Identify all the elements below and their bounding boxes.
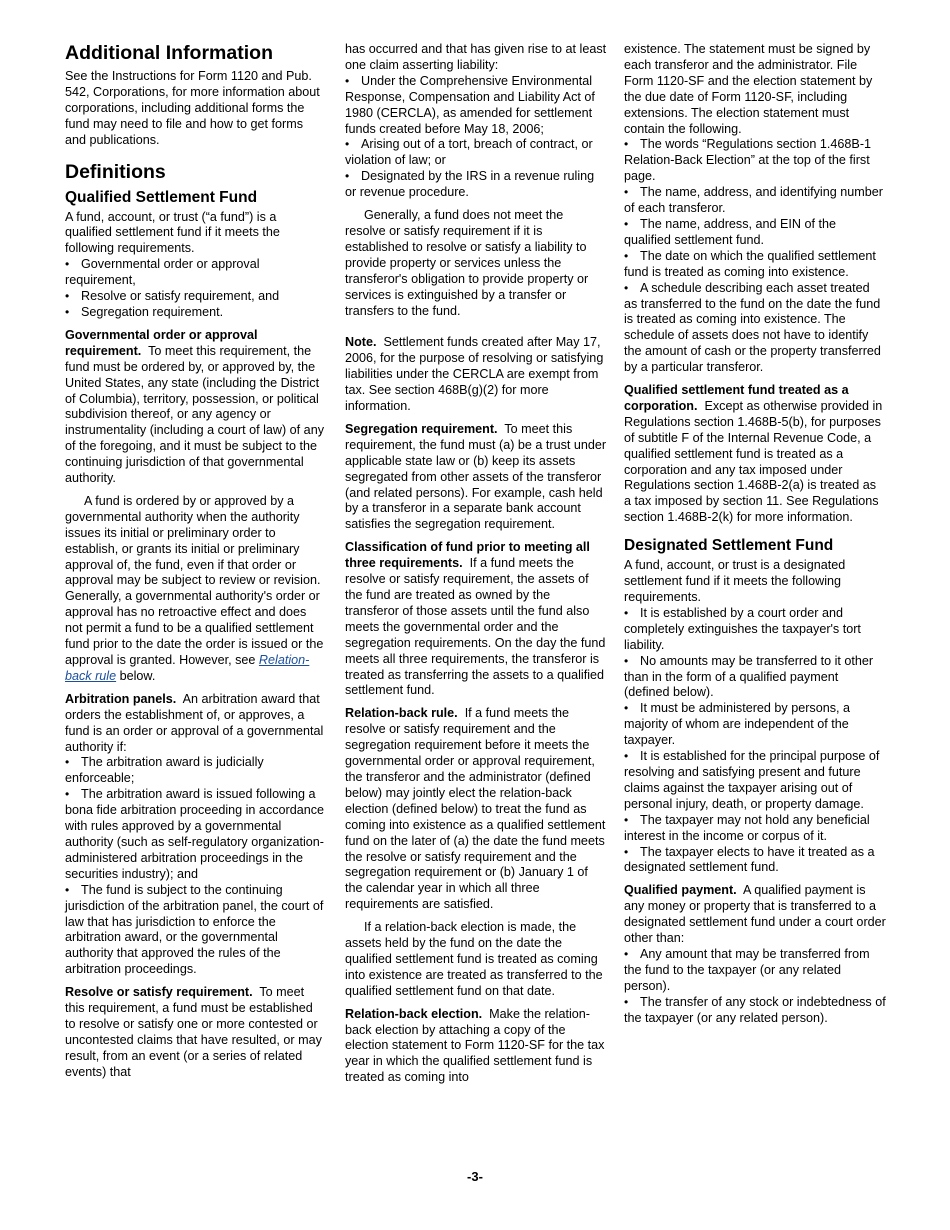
run-in-heading-resolve-or-satisfy: Resolve or satisfy requirement. [65,985,253,1000]
run-in-heading-note: Note. [345,335,377,350]
column-1 [65,42,326,1088]
list-item: • Segregation requirement. [65,305,326,321]
list-item: • The arbitration award is judicially enforceable; [65,755,326,787]
list-item: • The name, address, and identifying number of each transferor. [624,185,886,217]
treated-as-corporation-text: Except as otherwise provided in Regulations section 1.468B-5(b), for purposes of subtitle F of the Internal Revenue Code, a qualified settlement fund is treated as a corporation and any tax imposed under Regulations section 1.468B-2(a) is treated as a tax imposed by section 11. See Regulations section 1.468B-2(k) for more information. [624,398,883,525]
paragraph-generally: Generally, a fund does not meet the resolve or satisfy requirement if it is established to resolve or satisfy a liability to provide property or services unless the transferor's obligation to provide property or services is extinguished by a transfer or transfers to the fund. [345,208,589,318]
paragraph-qualified-payment [624,883,886,947]
paragraph-relation-back-election [345,1007,607,1087]
resolve-or-satisfy-text: To meet this requirement, a fund must be established to resolve or satisfy one or more contested or uncontested claims that have resulted, or may result, from an event (or a series of related events) that [65,985,322,1079]
note-text: Settlement funds created after May 17, 2006, for the purpose of resolving or satisfying liabilities under the CERCLA are exempt from tax. See section 468B(g)(2) for more information. [345,335,604,414]
list-item: • The taxpayer may not hold any beneficial interest in the income or corpus of it. [624,813,886,845]
run-in-heading-arbitration-panels: Arbitration panels. [65,691,177,706]
paragraph-ordered-or-approved [65,494,326,685]
paragraph-continued-liability: has occurred and that has given rise to at least one claim asserting liability: [345,42,607,72]
heading-definitions: Definitions [65,160,166,183]
qualified-payment-text: A qualified payment is any money or property that is transferred to a designated settlement fund under a court order other than: [624,883,886,946]
list-item: • Under the Comprehensive Environmental Response, Compensation and Liability Act of 1980 (CERCLA), as amended for settlement funds created before May 18, 2006; [345,74,607,138]
run-in-heading-relation-back-rule: Relation-back rule. [345,706,458,721]
relation-back-rule-text: If a fund meets the resolve or satisfy requirement and the segregation requirement before it meets the governmental order or approval requirement, the transferor and the administrator (defined below) may jointly elect the relation-back election (defined below) to treat the fund as coming into existence as a qualified settlement fund on the later of (a) the date the fund meets the resolve or satisfy requirement and the segregation requirement or (b) January 1 of the calendar year in which all three requirements are satisfied. [345,706,606,912]
run-in-heading-governmental-order: Governmental order or approval requirement. [65,327,258,358]
paragraph-arbitration-panels [65,692,326,756]
list-item: • Designated by the IRS in a revenue ruling or revenue procedure. [345,169,607,201]
heading-additional-information: Additional Information [65,42,273,64]
ordered-or-approved-text: A fund is ordered by or approved by a governmental authority when the authority issues its initial or preliminary order to establish, or grants its initial or preliminary approval of, the fund, even if that order or approval may be subject to review or revision. Generally, a governmental authority's order or approval has no retroactive effect and does not permit a fund to be a qualified settlement fund prior to the date the order is issued or the approval is granted. However, see [65,493,324,667]
heading-designated-settlement-fund: Designated Settlement Fund [624,537,834,555]
list-item: • It must be administered by persons, a majority of whom are independent of the taxpayer. [624,701,886,749]
run-in-heading-segregation: Segregation requirement. [345,421,498,436]
list-item: • Resolve or satisfy requirement, and [65,289,326,305]
list-item: • The date on which the qualified settlement fund is treated as coming into existence. [624,249,886,281]
list-item: • The words “Regulations section 1.468B-1 Relation-Back Election” at the top of the first page. [624,137,886,185]
list-item: • It is established for the principal purpose of resolving and satisfying present and future claims against the taxpayer arising out of personal injury, death, or property damage. [624,749,886,813]
paragraph-additional-information: See the Instructions for Form 1120 and Pub. 542, Corporations, for more information about corporations, including additional forms the fund may need to file and how to get forms and publications. [65,69,320,147]
list-item: • Any amount that may be transferred from the fund to the taxpayer (or any related person). [624,947,886,995]
paragraph-treated-as-corporation [624,383,886,526]
segregation-text: To meet this requirement, the fund must (a) be a trust under applicable state law or (b) keep its assets segregated from other assets of the transferor (and related persons). For example, cash held by a transferor in a separate bank account satisfies the segregation requirement. [345,421,607,532]
paragraph-segregation [345,422,607,533]
list-item: • Arising out of a tort, breach of contract, or violation of law; or [345,137,607,169]
paragraph-governmental-order [65,328,326,487]
list-item: • The fund is subject to the continuing jurisdiction of the arbitration panel, the court of law that has jurisdiction to enforce the arbitration award, or the governmental authority that approved the rules of the arbitration proceedings. [65,883,326,978]
page-number: -3- [467,1169,483,1184]
run-in-heading-classification: Classification of fund prior to meeting all three requirements. [345,540,590,571]
list-item: • No amounts may be transferred to it other than in the form of a qualified payment (defined below). [624,654,886,702]
list-item: • The arbitration award is issued following a bona fide arbitration proceeding in accordance with rules approved by a governmental authority (such as self-regulatory organization-administered arbitration proceedings in the securities industry); and [65,787,326,882]
list-item: • It is established by a court order and completely extinguishes the taxpayer's tort liability. [624,606,886,654]
list-item: • A schedule describing each asset treated as transferred to the fund on the date the fund is treated as coming into existence. The schedule of assets does not have to identify the amount of cash or the property transferred by a particular transferor. [624,281,886,376]
run-in-heading-qualified-payment: Qualified payment. [624,883,737,898]
paragraph-note [345,335,607,415]
relation-back-election-text: Make the relation-back election by attaching a copy of the election statement to Form 1120-SF for the tax year in which the qualified settlement fund is treated as coming into [345,1006,605,1085]
heading-qualified-settlement-fund: Qualified Settlement Fund [65,188,258,206]
list-item: • The transfer of any stock or indebtedness of the taxpayer (or any related person). [624,995,886,1027]
ordered-or-approved-end: below. [119,668,156,683]
paragraph-election-continued: existence. The statement must be signed by each transferor and the administrator. File Form 1120-SF and the election statement by the due date of Form 1120-SF, including extensions. The election statement must contain the following. [624,42,873,136]
paragraph-resolve-or-satisfy [65,985,326,1080]
paragraph-relation-back-made: If a relation-back election is made, the assets held by the fund on the date the qualified settlement fund is treated as coming into existence are treated as transferred to the qualified settlement fund on that date. [345,920,603,998]
paragraph-qsf-intro: A fund, account, or trust (“a fund”) is a qualified settlement fund if it meets the following requirements. [65,209,280,256]
list-item: • Governmental order or approval requirement, [65,257,326,289]
governmental-order-text: To meet this requirement, the fund must be ordered by, or approved by, the United States, any state (including the District of Columbia), territory, possession, or political subdivision thereof, or any agency or instrumentality (including a court of law) of any of the foregoing, and it must be subject to the continuing jurisdiction of that governmental authority. [65,343,324,486]
paragraph-relation-back-rule [345,706,607,913]
classification-text: If a fund meets the resolve or satisfy requirement, the assets of the fund are treated as owned by the transferor of those assets until the fund also meets the governmental order and the segregation requirements. On the day the fund meets all three requirements, the transferor is treated as transferring the assets to a qualified settlement fund. [345,556,606,698]
run-in-heading-treated-as-corporation: Qualified settlement fund treated as a corporation. [624,383,849,413]
run-in-heading-relation-back-election: Relation-back election. [345,1006,483,1021]
column-2 [345,42,607,1093]
paragraph-dsf-intro: A fund, account, or trust is a designated settlement fund if it meets the following requirements. [624,558,846,604]
relation-back-rule-link[interactable]: Relation-back rule [65,653,310,683]
column-3 [624,42,886,1026]
arbitration-panels-text: An arbitration award that orders the establishment of, or approves, a fund is an order or approval of a governmental authority if: [65,691,324,754]
list-item: • The name, address, and EIN of the qualified settlement fund. [624,217,886,249]
list-item: • The taxpayer elects to have it treated as a designated settlement fund. [624,845,886,877]
paragraph-classification [345,540,607,699]
